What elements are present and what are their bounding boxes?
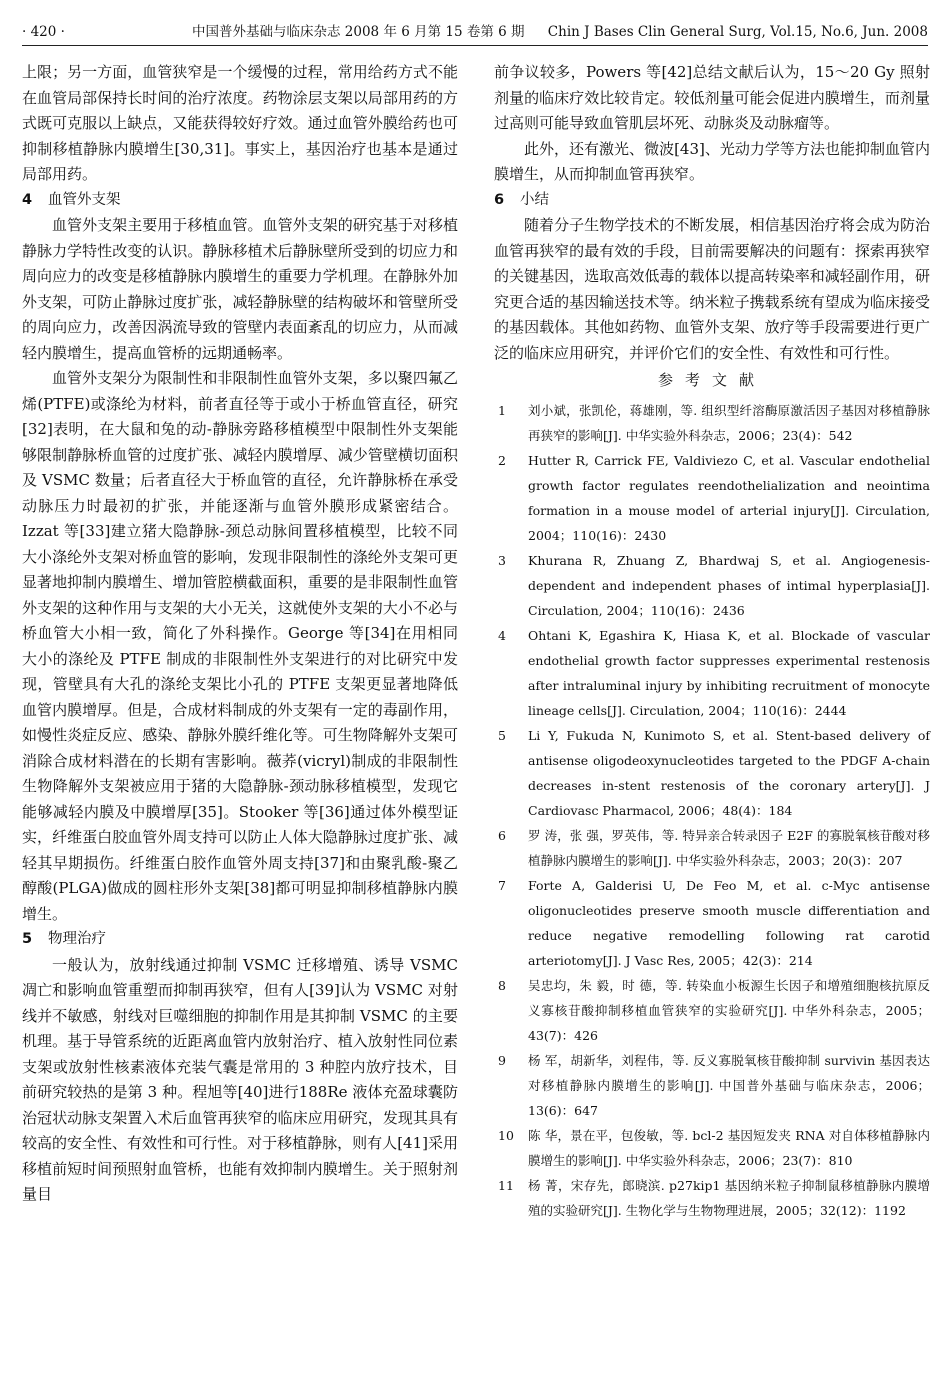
reference-item: [494, 448, 930, 548]
paragraph: 一般认为，放射线通过抑制 VSMC 迁移增殖、诱导 VSMC 凋亡和影响血管重塑而抑制再狭窄，但有人[39]认为 VSMC 对射线并不敏感，射线对巨噬细胞的抑制作用是其抑制 VSMC 的主要机理。基于导管系统的近距离血管内放射治疗、植入放射性同位素支架或放射性核素液体充装气囊是常用的 3 种腔内放疗技术，目前研究较热的是第 3 种。程旭等[40]进行188Re 液体充盈球囊防治冠状动脉支架置入术后血管再狭窄的临床应用研究，发现其具有较高的安全性、有效性和可行性。对于移植静脉，则有人[41]采用移植前短时间预照射血管桥，也能有效抑制内膜增生。关于照射剂量目: [22, 955, 458, 1203]
reference-item: [494, 623, 930, 723]
reference-number: 10: [498, 1127, 514, 1143]
right-column: [494, 60, 930, 1223]
journal-title: 中国普外基础与临床杂志 2008 年 6 月第 15 卷第 6 期: [192, 24, 525, 40]
section-number: 5: [22, 931, 33, 947]
reference-item: [494, 823, 930, 873]
reference-number: 7: [498, 877, 506, 893]
reference-item: [494, 548, 930, 623]
paragraph: 血管外支架主要用于移植血管。血管外支架的研究基于对移植静脉力学特性改变的认识。静脉移植术后静脉壁所受到的切应力和周向应力的改变是移植静脉内膜增生的重要力学机理。在静脉外加外支架，可防止静脉过度扩张，减轻静脉壁的结构破坏和管壁所受的周向应力，改善因涡流导致的管壁内表面紊乱的切应力，从而减轻内膜增生，提高血管桥的远期通畅率。: [22, 216, 458, 362]
section-heading-6: [494, 188, 930, 214]
reference-number: 5: [498, 727, 506, 743]
reference-number: 11: [498, 1177, 514, 1193]
left-column: [22, 60, 458, 1208]
paragraph: 血管外支架分为限制性和非限制性血管外支架，多以聚四氟乙烯(PTFE)或涤纶为材料，前者直径等于或小于桥血管直径，研究[32]表明，在大鼠和兔的动-静脉旁路移植模型中限制性外支架能够限制静脉桥血管的过度扩张、减轻内膜增厚、减少管壁横切面积及 VSMC 数量；后者直径大于桥血管的直径，允许静脉桥在承受动脉压力时最初的扩张，并能逐渐与血管外膜形成紧密结合。Izzat 等[33]建立猪大隐静脉-颈总动脉间置移植模型，比较不同大小涤纶外支架对桥血管的影响，发现非限制性的涤纶外支架可更显著地抑制内膜增生、增加管腔横截面积，重要的是非限制性血管外支架的这种作用与支架的大小无关，这就使外支架的大小不必与桥血管大小相一致，简化了外科操作。George 等[34]在用相同大小的涤纶及 PTFE 制成的非限制性外支架进行的对比研究中发现，管壁具有大孔的涤纶支架比小孔的 PTFE 支架更显著地降低血管内膜增厚。但是，合成材料制成的外支架有一定的毒副作用，如慢性炎症反应、感染、静脉外膜纤维化等。可生物降解外支架可消除合成材料潜在的长期有害影响。薇荞(vicryl)制成的非限制性生物降解外支架被应用于猪的大隐静脉-颈动脉移植模型，发现它能够减轻内膜及中膜增厚[35]。Stooker 等[36]通过体外模型证实，纤维蛋白胶血管外周支持可以防止人体大隐静脉过度扩张、减轻其早期损伤。纤维蛋白胶作血管外周支持[37]和由聚乳酸-聚乙醇酸(PLGA)做成的圆柱形外支架[38]都可明显抑制移植静脉内膜增生。: [22, 369, 458, 923]
reference-text: Li Y, Fukuda N, Kunimoto S, et al. Stent-based delivery of antisense oligodeoxynucleotides targeted to the PDGF A-chain decreases in-stent restenosis of the coronary artery[J]. J Cardiovasc Pharmacol, 2006；48(4)：184: [528, 727, 930, 818]
reference-number: 3: [498, 552, 506, 568]
reference-item: [494, 873, 930, 973]
reference-text: 刘小斌，张凯伦，蒋雄刚，等. 组织型纤溶酶原激活因子基因对移植静脉再狭窄的影响[J]. 中华实验外科杂志，2006；23(4)：542: [528, 402, 930, 443]
paragraph: 上限；另一方面，血管狭窄是一个缓慢的过程，常用给药方式不能在血管局部保持长时间的治疗浓度。药物涂层支架以局部用药的方式既可克服以上缺点，又能获得较好疗效。通过血管外膜给药也可抑制移植静脉内膜增生[30,31]。事实上，基因治疗也基本是通过局部用药。: [22, 63, 458, 183]
page-number: · 420 ·: [22, 24, 65, 40]
reference-text: Hutter R, Carrick FE, Valdiviezo C, et al. Vascular endothelial growth factor regulates reendothelialization and neointima formation in a mouse model of arterial injury[J]. Circulation, 2004；110(16)：2430: [528, 452, 930, 543]
reference-number: 9: [498, 1052, 506, 1068]
references-heading: 参考文献: [657, 371, 766, 389]
reference-number: 4: [498, 627, 506, 643]
reference-text: 杨 菁，宋存先，郎晓滨. p27kip1 基因纳米粒子抑制鼠移植静脉内膜增殖的实验研究[J]. 生物化学与生物物理进展，2005；32(12)：1192: [528, 1177, 930, 1218]
reference-item: [494, 1123, 930, 1173]
reference-number: 1: [498, 402, 506, 418]
journal-title-en: Chin J Bases Clin General Surg, Vol.15, No.6, Jun. 2008: [547, 24, 928, 40]
page-header: [22, 14, 928, 46]
reference-text: Khurana R, Zhuang Z, Bhardwaj S, et al. Angiogenesis-dependent and independent phases of intimal hyperplasia[J]. Circulation, 2004；110(16)：2436: [528, 552, 930, 618]
paragraph: 前争议较多，Powers 等[42]总结文献后认为，15～20 Gy 照射剂量的临床疗效比较肯定。较低剂量可能会促进内膜增生，而剂量过高则可能导致血管肌层坏死、动脉炎及动脉瘤等。: [494, 63, 930, 132]
reference-list: [494, 398, 930, 1223]
reference-item: [494, 398, 930, 448]
paragraph: 随着分子生物学技术的不断发展，相信基因治疗将会成为防治血管再狭窄的最有效的手段，目前需要解决的问题有：探索再狭窄的关键基因，选取高效低毒的载体以提高转染率和减轻副作用，研究更合适的基因输送技术等。纳米粒子携载系统有望成为临床接受的基因载体。其他如药物、血管外支架、放疗等手段需要进行更广泛的临床应用研究，并评价它们的安全性、有效性和可行性。: [494, 216, 930, 362]
section-heading-5: [22, 927, 458, 953]
paragraph: 此外，还有激光、微波[43]、光动力学等方法也能抑制血管内膜增生，从而抑制血管再狭窄。: [494, 139, 930, 183]
section-number: 4: [22, 191, 33, 208]
section-title: 物理治疗: [48, 931, 106, 947]
reference-text: 杨 军，胡新华，刘程伟，等. 反义寡脱氧核苷酸抑制 survivin 基因表达对移植静脉内膜增生的影响[J]. 中国普外基础与临床杂志，2006；13(6)：647: [528, 1052, 930, 1118]
reference-text: Forte A, Galderisi U, De Feo M, et al. c-Myc antisense oligonucleotides preserve smooth muscle differentiation and reduce negative remodelling following rat carotid arteriotomy[J]. J Vasc Res, 2005；42(3)：214: [528, 877, 930, 968]
reference-text: Ohtani K, Egashira K, Hiasa K, et al. Blockade of vascular endothelial growth factor suppresses experimental restenosis after intraluminal injury by inhibiting recruitment of monocyte lineage cells[J]. Circulation, 2004；110(16)：2444: [528, 627, 930, 718]
reference-item: [494, 1048, 930, 1123]
section-heading-4: [22, 188, 458, 214]
reference-text: 吴忠均，朱 毅，时 德，等. 转染血小板源生长因子和增殖细胞核抗原反义寡核苷酸抑制移植血管狭窄的实验研究[J]. 中华外科杂志，2005；43(7)：426: [528, 977, 930, 1043]
reference-item: [494, 1173, 930, 1223]
reference-text: 陈 华，景在平，包俊敏，等. bcl-2 基因短发夹 RNA 对自体移植静脉内膜增生的影响[J]. 中华实验外科杂志，2006；23(7)：810: [528, 1127, 930, 1168]
section-title: 小结: [520, 191, 549, 208]
reference-item: [494, 973, 930, 1048]
reference-number: 6: [498, 827, 506, 843]
reference-number: 8: [498, 977, 506, 993]
section-title: 血管外支架: [48, 191, 121, 208]
reference-number: 2: [498, 452, 506, 468]
reference-item: [494, 723, 930, 823]
section-number: 6: [494, 191, 505, 208]
reference-text: 罗 涛，张 强，罗英伟，等. 特异亲合转录因子 E2F 的寡脱氧核苷酸对移植静脉内膜增生的影响[J]. 中华实验外科杂志，2003；20(3)：207: [528, 827, 930, 868]
